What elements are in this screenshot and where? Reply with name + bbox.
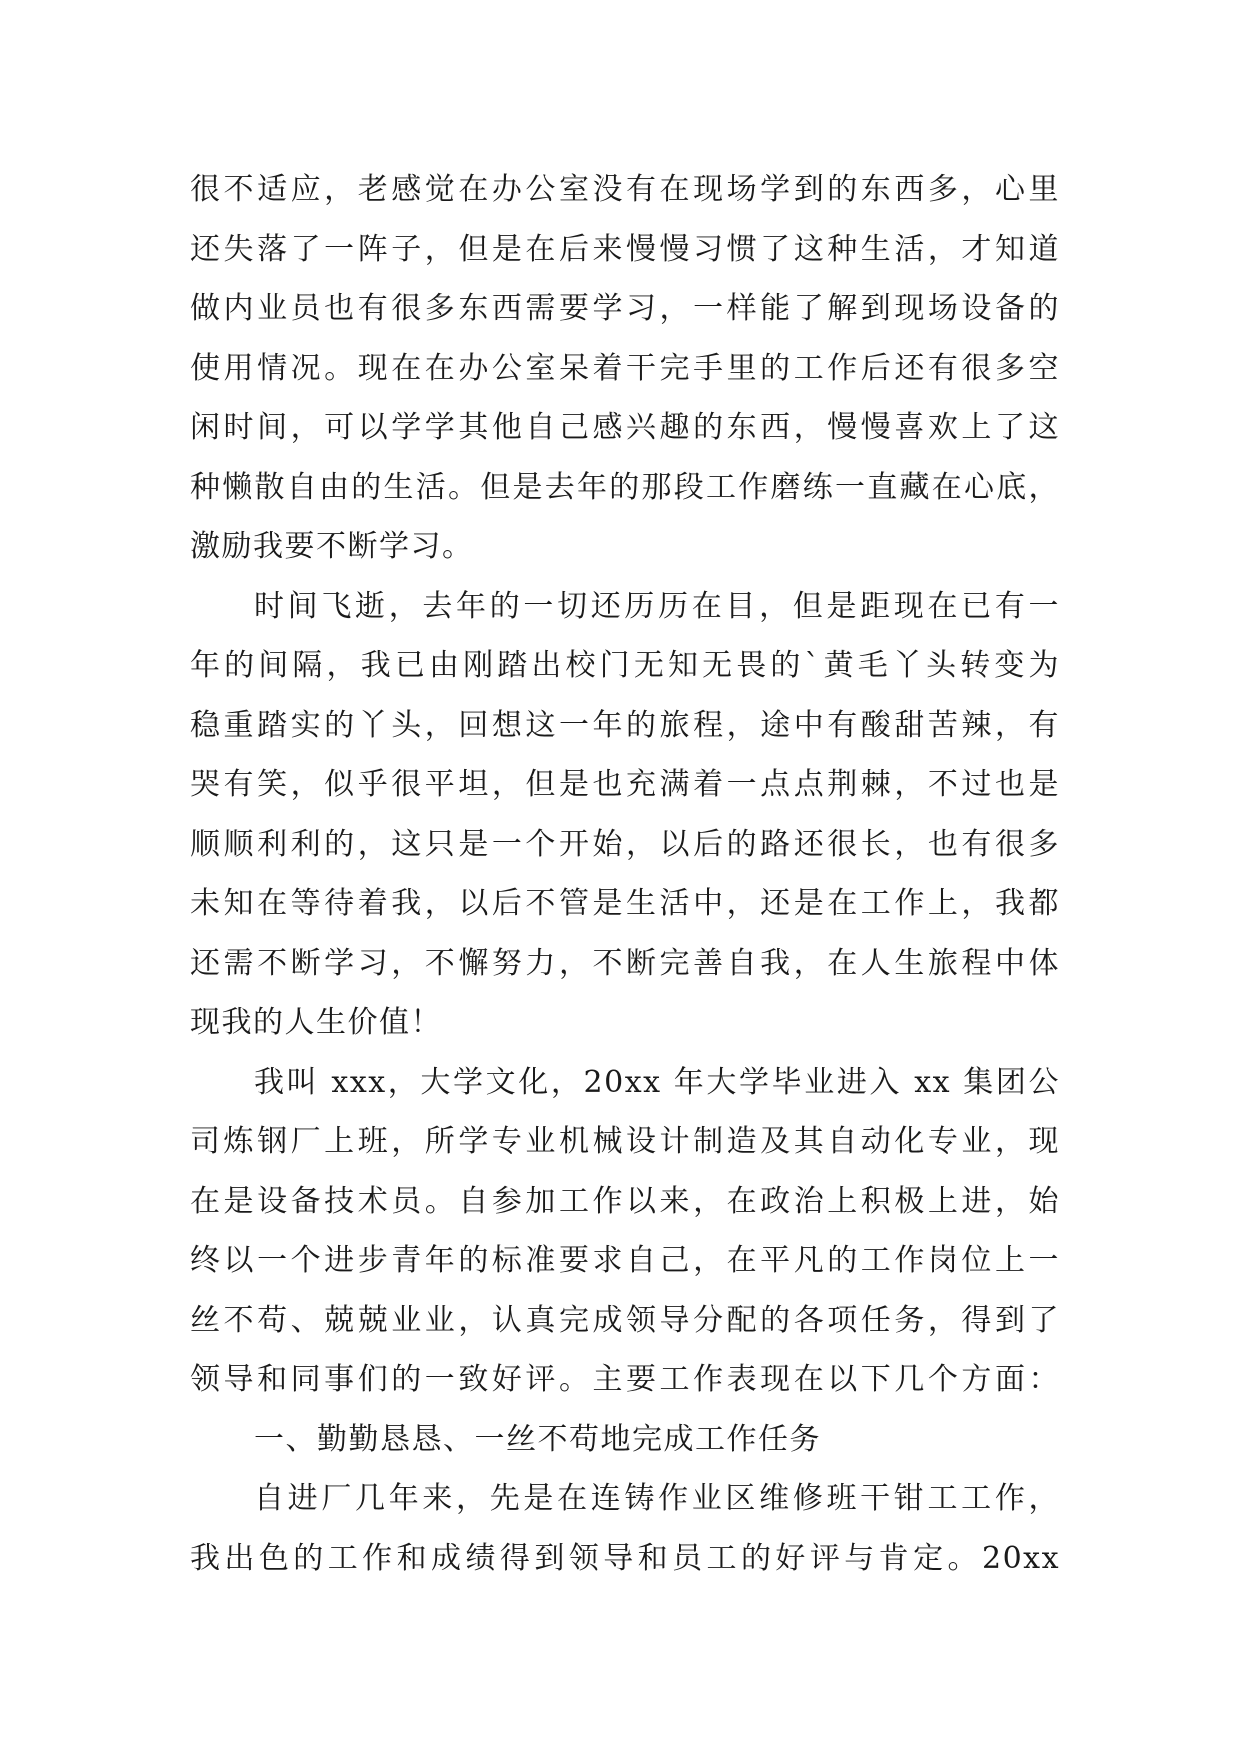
heading-line: 一、勤勤恳恳、一丝不苟地完成工作任务 [254, 1421, 821, 1457]
section-heading [190, 1410, 1060, 1470]
document-body [190, 160, 1060, 1588]
text-line: 在是设备技术员。自参加工作以来，在政治上积极上进，始 [190, 1183, 1060, 1219]
text-line: 很不适应，老感觉在办公室没有在现场学到的东西多，心里 [190, 172, 1060, 207]
text-line: 我叫 xxx，大学文化，20xx 年大学毕业进入 xx 集团公 [254, 1064, 1060, 1100]
text-line: 激励我要不断学习。 [190, 529, 474, 564]
text-line: 还需不断学习，不懈努力，不断完善自我，在人生旅程中体 [190, 945, 1060, 981]
text-line: 闲时间，可以学学其他自己感兴趣的东西，慢慢喜欢上了这 [190, 410, 1060, 445]
text-line: 哭有笑，似乎很平坦，但是也充满着一点点荆棘，不过也是 [190, 767, 1060, 802]
text-line: 稳重踏实的丫头，回想这一年的旅程，途中有酸甜苦辣，有 [190, 707, 1060, 743]
text-line: 还失落了一阵子，但是在后来慢慢习惯了这种生活，才知道 [190, 231, 1060, 267]
text-line: 自进厂几年来，先是在连铸作业区维修班干钳工工作， [254, 1481, 1060, 1516]
text-line: 种懒散自由的生活。但是去年的那段工作磨练一直藏在心底， [190, 469, 1060, 505]
paragraph-4 [190, 1469, 1060, 1588]
text-line: 顺顺利利的，这只是一个开始，以后的路还很长，也有很多 [190, 826, 1060, 862]
paragraph-2 [190, 577, 1060, 1053]
text-line: 使用情况。现在在办公室呆着干完手里的工作后还有很多空 [190, 350, 1060, 386]
text-line: 年的间隔，我已由刚踏出校门无知无畏的`黄毛丫头转变为 [190, 648, 1060, 683]
paragraph-3 [190, 1053, 1060, 1410]
text-line: 终以一个进步青年的标准要求自己，在平凡的工作岗位上一 [190, 1243, 1060, 1278]
paragraph-1 [190, 160, 1060, 577]
text-line: 丝不苟、兢兢业业，认真完成领导分配的各项任务，得到了 [190, 1302, 1060, 1338]
text-line: 现我的人生价值！ [190, 1005, 442, 1040]
text-line: 未知在等待着我，以后不管是生活中，还是在工作上，我都 [190, 886, 1060, 921]
text-line: 领导和同事们的一致好评。主要工作表现在以下几个方面： [190, 1362, 1060, 1397]
text-line: 司炼钢厂上班，所学专业机械设计制造及其自动化专业，现 [190, 1124, 1060, 1159]
text-line: 我出色的工作和成绩得到领导和员工的好评与肯定。20xx [190, 1540, 1060, 1576]
text-line: 时间飞逝，去年的一切还历历在目，但是距现在已有一 [254, 588, 1060, 624]
text-line: 做内业员也有很多东西需要学习，一样能了解到现场设备的 [190, 291, 1060, 326]
